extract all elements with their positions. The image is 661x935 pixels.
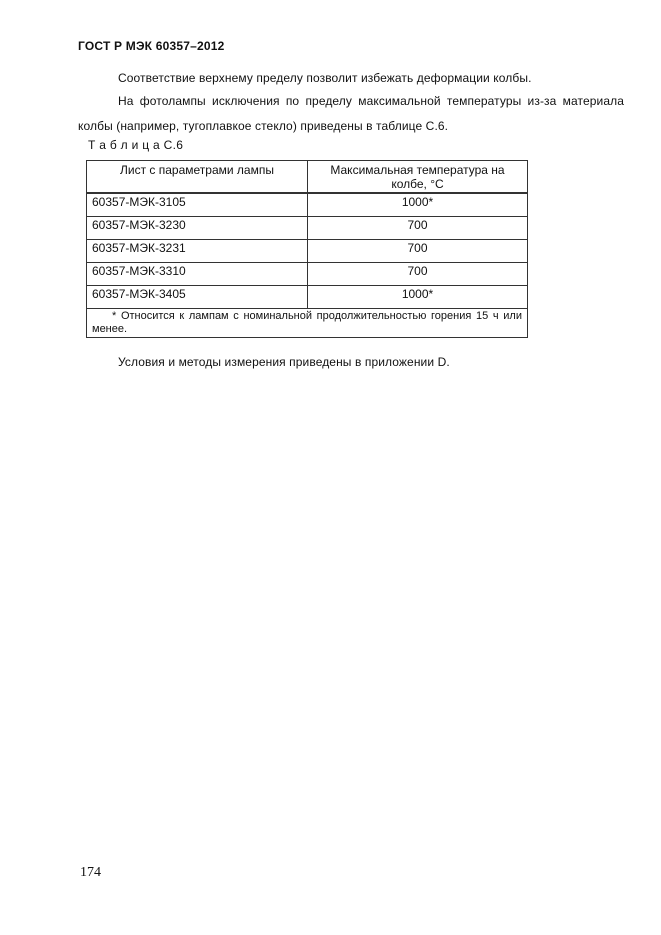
table-footnote-row [87, 309, 528, 338]
paragraph-photolamp-exceptions: На фотолампы исключения по пределу максимальной температуры из-за материала колбы (например, тугоплавкое стекло) приведены в таблице С.6. [78, 94, 624, 133]
cell-sheet: 60357-МЭК-3105 [87, 193, 308, 217]
column-header-sheet: Лист с параметрами лампы [87, 161, 308, 194]
document-header: ГОСТ Р МЭК 60357–2012 [78, 39, 225, 53]
page-number: 174 [80, 865, 101, 880]
temperature-table [86, 160, 528, 338]
paragraph-measurement-methods: Условия и методы измерения приведены в приложении D. [118, 355, 450, 369]
table-caption: Т а б л и ц а С.6 [88, 138, 184, 152]
cell-sheet: 60357-МЭК-3231 [87, 240, 308, 263]
cell-temperature: 1000* [308, 286, 528, 309]
cell-temperature: 700 [308, 240, 528, 263]
cell-sheet: 60357-МЭК-3405 [87, 286, 308, 309]
column-header-max-temperature: Максимальная температура на колбе, °С [308, 161, 528, 194]
cell-temperature: 700 [308, 263, 528, 286]
cell-sheet: 60357-МЭК-3310 [87, 263, 308, 286]
table-row [87, 263, 528, 286]
paragraph-upper-limit: Соответствие верхнему пределу позволит избежать деформации колбы. [118, 71, 532, 85]
cell-sheet: 60357-МЭК-3230 [87, 217, 308, 240]
table-header-row [87, 161, 528, 194]
table-row [87, 217, 528, 240]
table-footnote-cell [87, 309, 528, 338]
cell-temperature: 700 [308, 217, 528, 240]
table-row [87, 193, 528, 217]
table-row [87, 240, 528, 263]
cell-temperature: 1000* [308, 193, 528, 217]
table-footnote: * Относится к лампам с номинальной продолжительностью горения 15 ч или менее. [92, 310, 522, 335]
table-row [87, 286, 528, 309]
